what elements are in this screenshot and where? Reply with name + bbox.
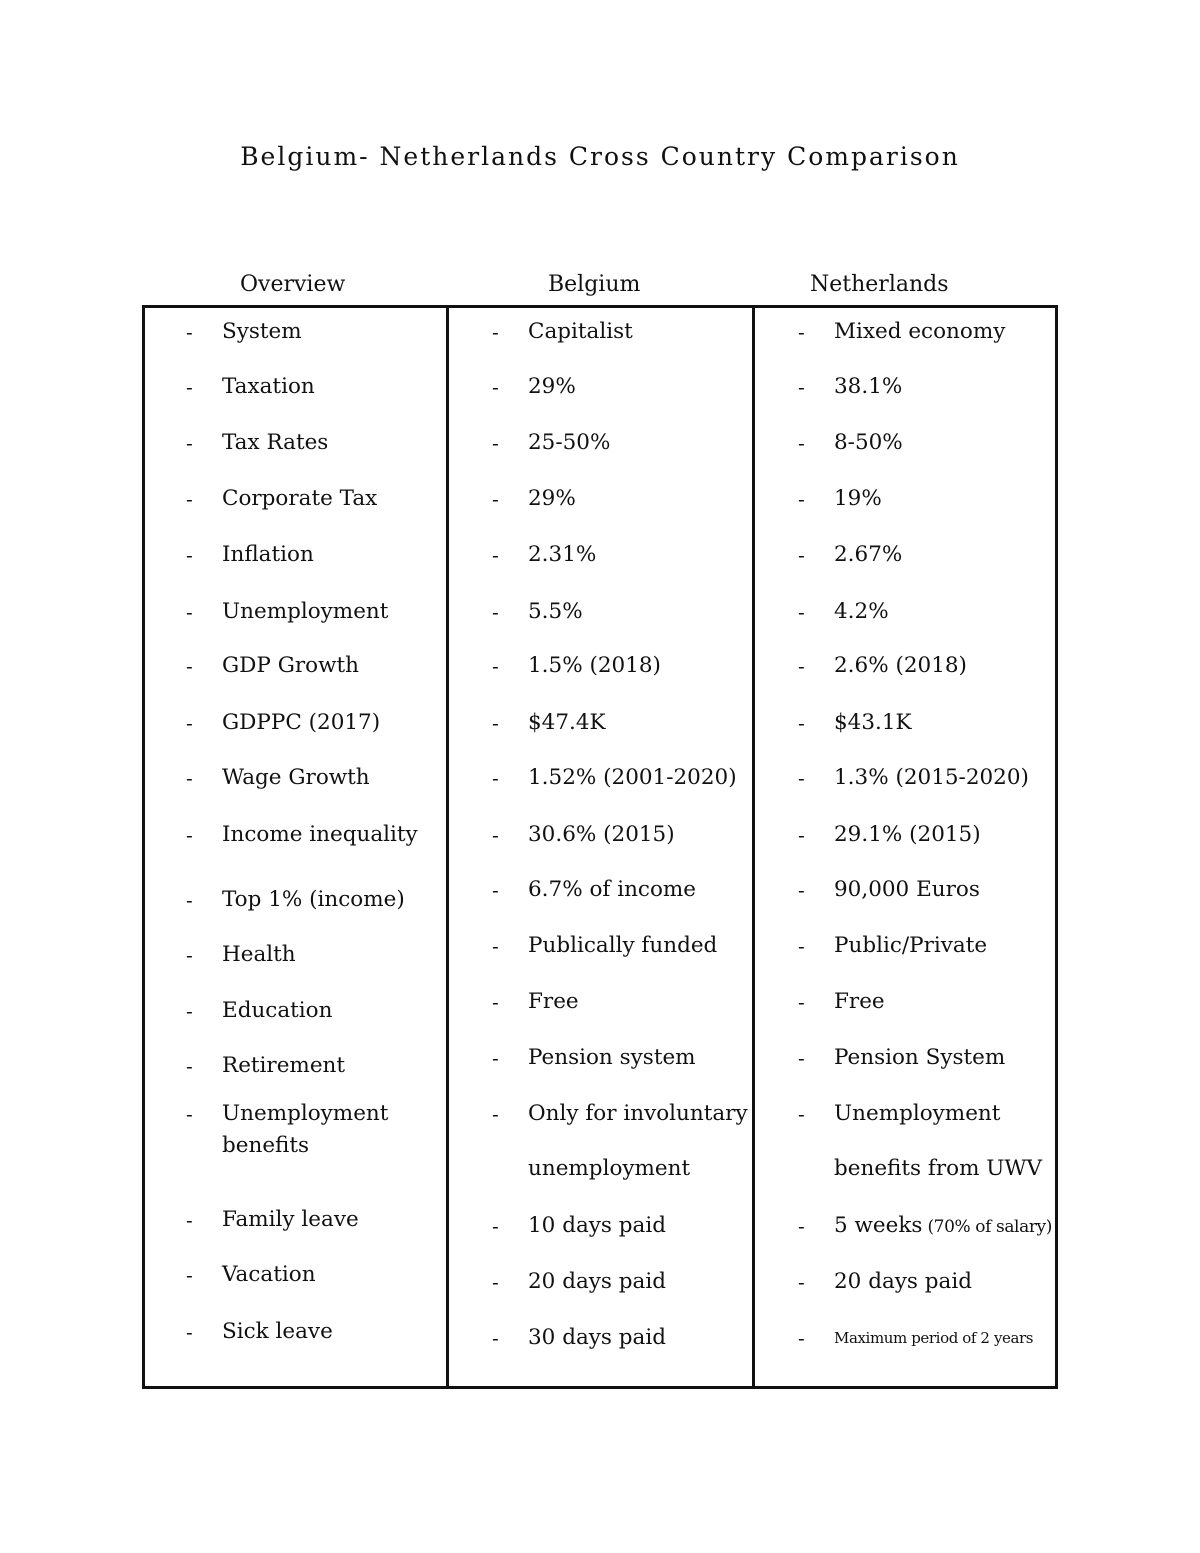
overview-cell: Inflation bbox=[222, 542, 314, 567]
bullet-dash: - bbox=[186, 999, 193, 1023]
bullet-dash: - bbox=[492, 320, 499, 344]
bullet-dash: - bbox=[798, 711, 805, 735]
belgium-cell: 30.6% (2015) bbox=[528, 822, 675, 847]
header-belgium: Belgium bbox=[548, 272, 641, 297]
bullet-dash: - bbox=[492, 654, 499, 678]
belgium-cell: Pension system bbox=[528, 1045, 696, 1070]
overview-cell: Sick leave bbox=[222, 1319, 333, 1344]
bullet-dash: - bbox=[492, 711, 499, 735]
belgium-cell: Publically funded bbox=[528, 933, 718, 958]
bullet-dash: - bbox=[186, 1102, 193, 1126]
belgium-cell: $47.4K bbox=[528, 710, 606, 735]
bullet-dash: - bbox=[492, 766, 499, 790]
bullet-dash: - bbox=[798, 990, 805, 1014]
bullet-dash: - bbox=[186, 654, 193, 678]
overview-cell: Income inequality bbox=[222, 822, 418, 847]
netherlands-cell: Mixed economy bbox=[834, 319, 1006, 344]
bullet-dash: - bbox=[798, 1270, 805, 1294]
bullet-dash: - bbox=[492, 431, 499, 455]
bullet-dash: - bbox=[186, 543, 193, 567]
overview-cell: Tax Rates bbox=[222, 430, 329, 455]
bullet-dash: - bbox=[492, 990, 499, 1014]
bullet-dash: - bbox=[186, 1054, 193, 1078]
bullet-dash: - bbox=[492, 1214, 499, 1238]
netherlands-cell: Pension System bbox=[834, 1045, 1006, 1070]
belgium-cell: Capitalist bbox=[528, 319, 633, 344]
bullet-dash: - bbox=[186, 375, 193, 399]
netherlands-cell: 90,000 Euros bbox=[834, 877, 980, 902]
bullet-dash: - bbox=[186, 1320, 193, 1344]
bullet-dash: - bbox=[492, 487, 499, 511]
bullet-dash: - bbox=[186, 1208, 193, 1232]
overview-cell: Family leave bbox=[222, 1207, 359, 1232]
belgium-cell: 5.5% bbox=[528, 599, 583, 624]
belgium-cell: 1.5% (2018) bbox=[528, 653, 661, 678]
belgium-cell-continued: unemployment bbox=[528, 1156, 691, 1181]
netherlands-cell: Maximum period of 2 years bbox=[834, 1329, 1034, 1347]
bullet-dash: - bbox=[186, 320, 193, 344]
bullet-dash: - bbox=[186, 823, 193, 847]
bullet-dash: - bbox=[492, 934, 499, 958]
bullet-dash: - bbox=[798, 320, 805, 344]
bullet-dash: - bbox=[798, 487, 805, 511]
belgium-cell: 29% bbox=[528, 486, 576, 511]
bullet-dash: - bbox=[492, 600, 499, 624]
bullet-dash: - bbox=[186, 600, 193, 624]
bullet-dash: - bbox=[186, 711, 193, 735]
document-title: Belgium- Netherlands Cross Country Comparison bbox=[240, 142, 960, 171]
netherlands-cell-continued: benefits from UWV bbox=[834, 1156, 1043, 1181]
belgium-cell: Free bbox=[528, 989, 579, 1014]
netherlands-cell: 2.67% bbox=[834, 542, 903, 567]
overview-cell: Top 1% (income) bbox=[222, 887, 405, 912]
belgium-cell: 6.7% of income bbox=[528, 877, 697, 902]
netherlands-cell: Free bbox=[834, 989, 885, 1014]
netherlands-cell: 19% bbox=[834, 486, 882, 511]
overview-cell: Unemployment bbox=[222, 599, 389, 624]
belgium-cell: 20 days paid bbox=[528, 1269, 667, 1294]
netherlands-cell: 4.2% bbox=[834, 599, 889, 624]
bullet-dash: - bbox=[798, 600, 805, 624]
header-overview: Overview bbox=[240, 272, 346, 297]
bullet-dash: - bbox=[798, 1214, 805, 1238]
netherlands-cell: Unemployment bbox=[834, 1101, 1001, 1126]
belgium-cell: Only for involuntary bbox=[528, 1101, 748, 1126]
bullet-dash: - bbox=[186, 766, 193, 790]
belgium-cell: 29% bbox=[528, 374, 576, 399]
bullet-dash: - bbox=[492, 823, 499, 847]
netherlands-cell: 38.1% bbox=[834, 374, 903, 399]
netherlands-cell: Public/Private bbox=[834, 933, 988, 958]
bullet-dash: - bbox=[492, 878, 499, 902]
netherlands-cell: 8-50% bbox=[834, 430, 903, 455]
bullet-dash: - bbox=[186, 888, 193, 912]
overview-cell: Health bbox=[222, 942, 296, 967]
overview-cell: Taxation bbox=[222, 374, 315, 399]
column-divider bbox=[752, 305, 755, 1389]
netherlands-cell: 5 weeks (70% of salary) bbox=[834, 1213, 1052, 1238]
bullet-dash: - bbox=[492, 1046, 499, 1070]
overview-cell: System bbox=[222, 319, 302, 344]
netherlands-cell: $43.1K bbox=[834, 710, 912, 735]
bullet-dash: - bbox=[798, 654, 805, 678]
overview-cell: Wage Growth bbox=[222, 765, 370, 790]
overview-cell: Retirement bbox=[222, 1053, 346, 1078]
netherlands-cell-note: (70% of salary) bbox=[922, 1217, 1052, 1237]
column-divider bbox=[446, 305, 449, 1389]
overview-cell: Corporate Tax bbox=[222, 486, 378, 511]
bullet-dash: - bbox=[186, 1263, 193, 1287]
bullet-dash: - bbox=[798, 375, 805, 399]
belgium-cell: 30 days paid bbox=[528, 1325, 667, 1350]
bullet-dash: - bbox=[798, 543, 805, 567]
overview-cell: GDP Growth bbox=[222, 653, 359, 678]
netherlands-cell: 29.1% (2015) bbox=[834, 822, 981, 847]
overview-cell: Vacation bbox=[222, 1262, 316, 1287]
belgium-cell: 10 days paid bbox=[528, 1213, 667, 1238]
netherlands-cell: 2.6% (2018) bbox=[834, 653, 967, 678]
bullet-dash: - bbox=[186, 487, 193, 511]
bullet-dash: - bbox=[798, 431, 805, 455]
belgium-cell: 2.31% bbox=[528, 542, 597, 567]
netherlands-cell: 1.3% (2015-2020) bbox=[834, 765, 1029, 790]
bullet-dash: - bbox=[186, 431, 193, 455]
bullet-dash: - bbox=[798, 823, 805, 847]
overview-cell-continued: benefits bbox=[222, 1133, 310, 1158]
netherlands-cell: 20 days paid bbox=[834, 1269, 973, 1294]
bullet-dash: - bbox=[798, 1326, 805, 1350]
bullet-dash: - bbox=[492, 543, 499, 567]
bullet-dash: - bbox=[798, 1046, 805, 1070]
belgium-cell: 1.52% (2001-2020) bbox=[528, 765, 737, 790]
bullet-dash: - bbox=[492, 1270, 499, 1294]
bullet-dash: - bbox=[186, 943, 193, 967]
overview-cell: Education bbox=[222, 998, 333, 1023]
bullet-dash: - bbox=[492, 1326, 499, 1350]
bullet-dash: - bbox=[798, 878, 805, 902]
bullet-dash: - bbox=[492, 375, 499, 399]
bullet-dash: - bbox=[798, 934, 805, 958]
header-netherlands: Netherlands bbox=[810, 272, 949, 297]
bullet-dash: - bbox=[798, 766, 805, 790]
belgium-cell: 25-50% bbox=[528, 430, 611, 455]
overview-cell: GDPPC (2017) bbox=[222, 710, 381, 735]
overview-cell: Unemployment bbox=[222, 1101, 389, 1126]
bullet-dash: - bbox=[798, 1102, 805, 1126]
bullet-dash: - bbox=[492, 1102, 499, 1126]
